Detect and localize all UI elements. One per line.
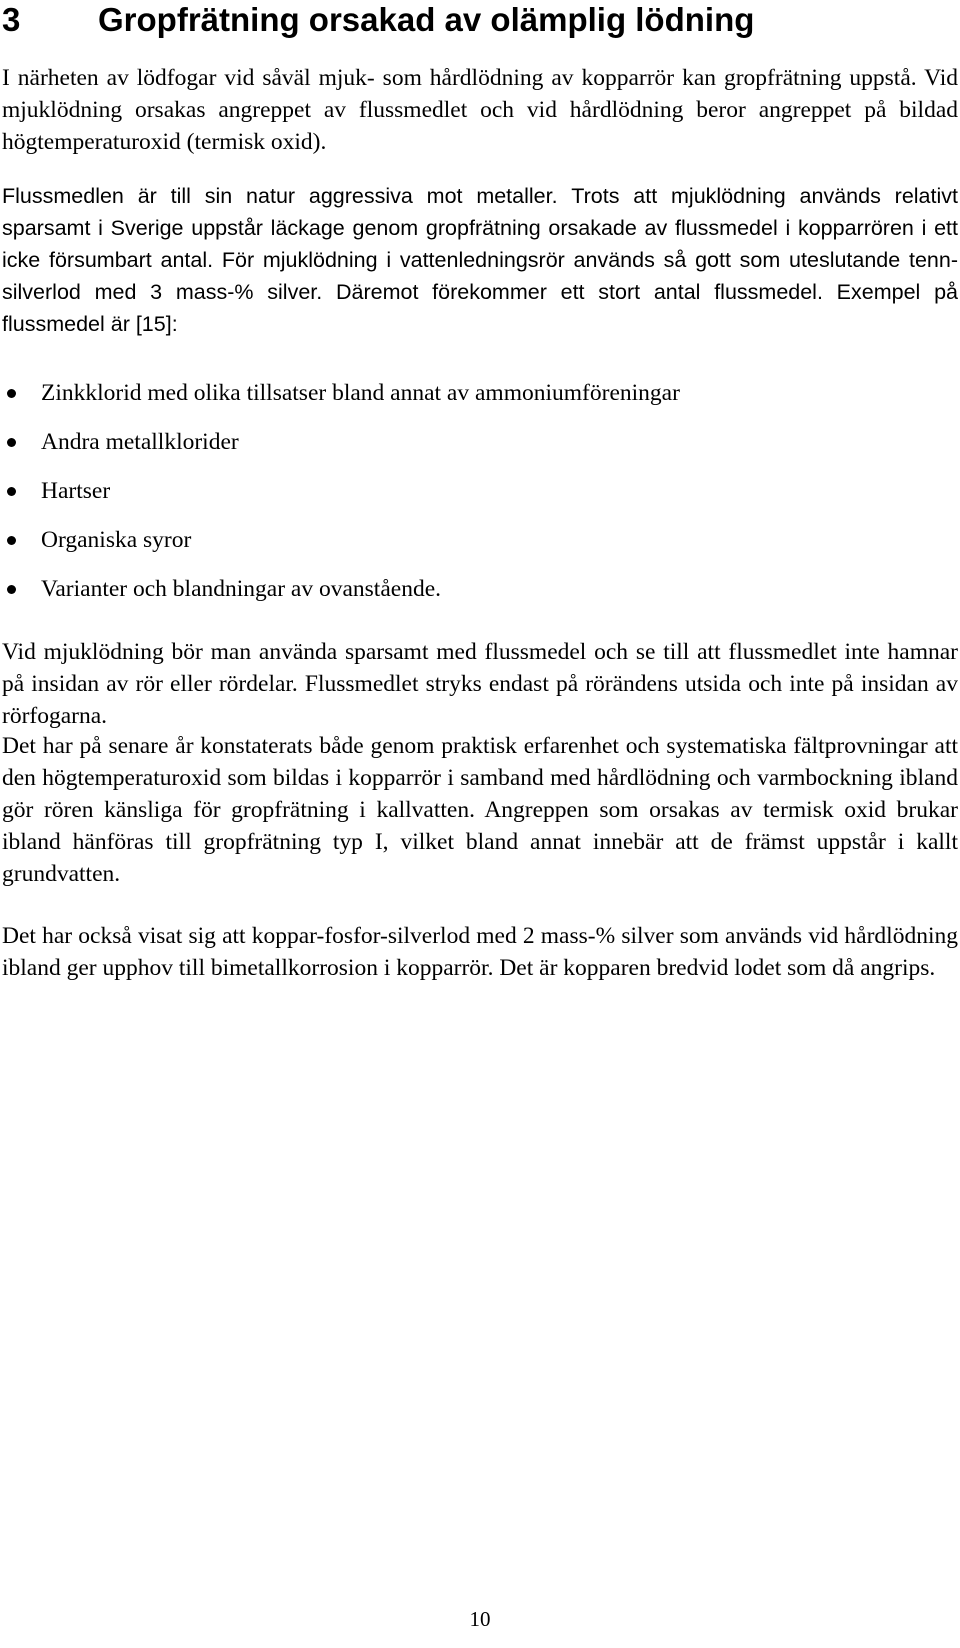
- list-item-text: Organiska syror: [41, 527, 192, 553]
- paragraph-bimetal-text: Det har också visat sig att koppar-fosfor-silverlod med 2 mass-% silver som används vid hårdlödning ibland ger upphov till bimetallkorrosion i kopparrör. Det är kopparen bredvid lodet som då angrips.: [2, 923, 958, 981]
- list-item-text: Varianter och blandningar av ovanstående.: [41, 576, 441, 602]
- list-item-text: Hartser: [41, 478, 111, 504]
- paragraph-flux: [2, 180, 958, 340]
- bullet-dot-icon: [7, 389, 16, 398]
- section-heading: [2, 0, 754, 40]
- bullet-dot-icon: [7, 487, 16, 496]
- page-number: 10: [469, 1607, 491, 1631]
- section-number: 3: [2, 1, 21, 38]
- paragraph-soft-soldering-text: Vid mjuklödning bör man använda sparsamt med flussmedel och se till att flussmedlet inte hamnar på insidan av rör eller rördelar. Flussmedlet stryks endast på rörändens utsida och inte på insidan av rörfogarna.: [2, 639, 958, 729]
- bullet-dot-icon: [7, 536, 16, 545]
- section-title: Gropfrätning orsakad av olämplig lödning: [98, 1, 755, 38]
- paragraph-flux-text: Trots att mjuklödning används relativt sparsamt i Sverige uppstår läckage genom gropfrätning orsakade av flussmedel i kopparrören i ett icke försumbart antal. För mjuklödning i vattenledningsrör används så gott som uteslutande tenn-silverlod med 3 mass-% silver. Däremot förekommer ett stort antal flussmedel. Exempel på flussmedel är [15]:: [2, 184, 958, 336]
- paragraph-flux-lead: Flussmedlen är till sin natur aggressiva mot metaller.: [2, 184, 558, 208]
- list-item-text: Zinkklorid med olika tillsatser bland annat av ammoniumföreningar: [41, 380, 680, 406]
- bullet-dot-icon: [7, 438, 16, 447]
- paragraph-thermal-oxide: [2, 730, 958, 890]
- paragraph-soft-soldering: [2, 636, 958, 732]
- paragraph-intro-text: I närheten av lödfogar vid såväl mjuk- som hårdlödning av kopparrör kan gropfrätning uppstå. Vid mjuklödning orsakas angreppet av flussmedlet och vid hårdlödning beror angreppet på bildad högtemperaturoxid (termisk oxid).: [2, 65, 958, 155]
- paragraph-bimetal: [2, 920, 958, 984]
- list-item-text: Andra metallklorider: [41, 429, 239, 455]
- bullet-dot-icon: [7, 585, 16, 594]
- paragraph-thermal-oxide-text: Det har på senare år konstaterats både genom praktisk erfarenhet och systematiska fältprovningar att den högtemperaturoxid som bildas i kopparrör i samband med hårdlödning och varmbockning ibland gör rören känsliga för gropfrätning i kallvatten. Angreppen som orsakas av termisk oxid brukar ibland hänföras till gropfrätning typ I, vilket bland annat innebär att de främst uppstår i kallt grundvatten.: [2, 733, 958, 887]
- paragraph-intro: [2, 62, 958, 158]
